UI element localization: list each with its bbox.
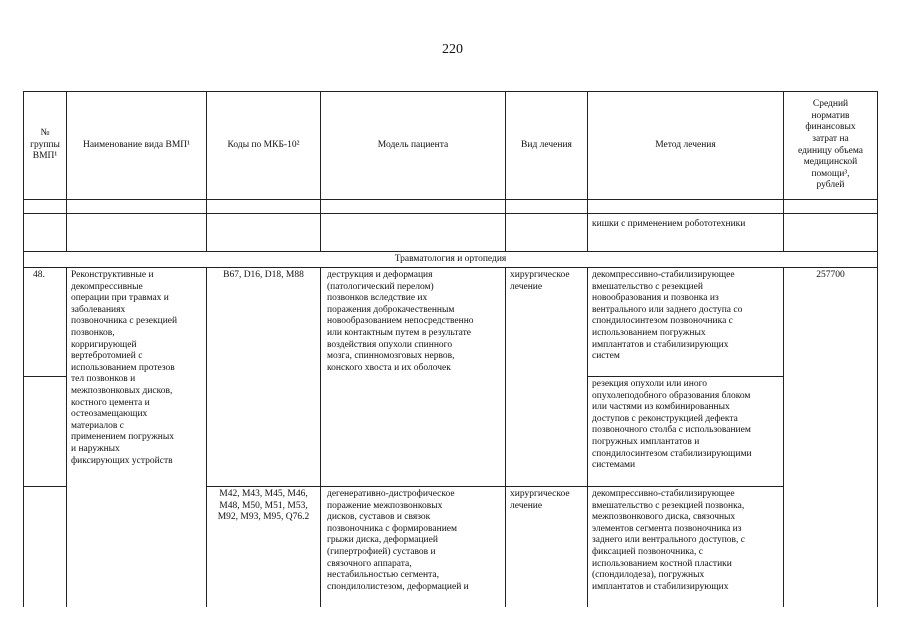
row-rule xyxy=(23,213,878,214)
col-rule xyxy=(505,267,506,607)
col-rule xyxy=(66,267,67,607)
row-avg-cost: 257700 xyxy=(816,270,845,280)
table-border-right xyxy=(877,91,878,607)
col1-split-rule xyxy=(23,376,66,377)
header-vmp-name: Наименование вида ВМП¹ xyxy=(82,139,191,150)
subrow-rule xyxy=(206,486,783,487)
subrow1-method1: декомпрессивно-стабилизирующее вмешательство с резекцией новообразования и позвонка из вентрального или заднего доступа со спондилосинтезом позвоночника с использованием погружных имплантатов и стабилизирующих систем xyxy=(592,270,743,362)
subrow2-model: дегенеративно-дистрофическое поражение межпозвонковых дисков, суставов и связок позвоночника с формированием грыжи диска, деформацией (гипертрофией) суставов и связочного аппарата, нестабильностью сегмента, спондилолистезом, деформацией и xyxy=(327,489,469,592)
header-bottom-rule xyxy=(23,199,878,200)
subrow2-treatment: хирургическое лечение xyxy=(510,489,570,511)
col-rule xyxy=(320,267,321,607)
subrow1-treatment: хирургическое лечение xyxy=(510,270,570,292)
header-avg-cost: Средний норматив финансовых затрат на единицу объема медицинской помощи³, рублей xyxy=(797,99,864,191)
row-rule xyxy=(23,251,878,252)
carryover-method: кишки с применением робототехники xyxy=(592,219,746,229)
col-rule xyxy=(783,267,784,607)
subrow1-model: деструкция и деформация (патологический перелом) позвонков вследствие их поражения доброкачественным новообразованием непосредственно или контактным путем в результате воздействия опухоли спинного мозга, спинномозговых нервов, конского хвоста и их оболочек xyxy=(327,270,474,373)
header-group-no: № группы ВМП¹ xyxy=(30,128,60,162)
col-rule xyxy=(206,267,207,607)
header-treatment-type: Вид лечения xyxy=(521,139,572,150)
subrow1-codes: B67, D16, D18, M88 xyxy=(223,270,304,280)
header-mkb-codes: Коды по МКБ-10² xyxy=(227,139,300,150)
header-patient-model: Модель пациента xyxy=(377,139,449,150)
page-number: 220 xyxy=(442,42,463,57)
header-treatment-method: Метод лечения xyxy=(655,139,716,150)
col1-split-rule xyxy=(23,486,66,487)
subrow2-codes: M42, M43, M45, M46, M48, M50, M51, M53, M92, M93, M95, Q76.2 xyxy=(217,489,310,523)
row-group-no: 48. xyxy=(33,270,45,280)
col-rule xyxy=(587,267,588,607)
row-vmp-name: Реконструктивные и декомпрессивные операции при травмах и заболеваниях позвоночника с резекцией позвонков, корригирующей вертебротомией с использованием протезов тел позвонков и межпозвонковых дисков, костного цемента и остеозамещающих материалов с применением погружных и наружных фиксирующих устройств xyxy=(71,270,178,466)
subrow2-method1: декомпрессивно-стабилизирующее вмешательство с резекцией позвонка, межпозвонкового диска, связочных элементов сегмента позвоночника из заднего или вентрального доступов, с фиксацией позвоночника, с использованием костной пластики (спондилодеза), погружных имплантатов и стабилизирующих xyxy=(592,489,746,592)
method-split-rule xyxy=(587,376,783,377)
subrow1-method2: резекция опухоли или иного опухолеподобного образования блоком или частями из комбинированных доступов с реконструкцией дефекта позвоночного столба с использованием погружных имплантатов и спондилосинтезом стабилизирующими системами xyxy=(592,379,752,471)
section-title: Травматология и ортопедия xyxy=(394,254,507,264)
section-bottom-rule xyxy=(23,267,878,268)
